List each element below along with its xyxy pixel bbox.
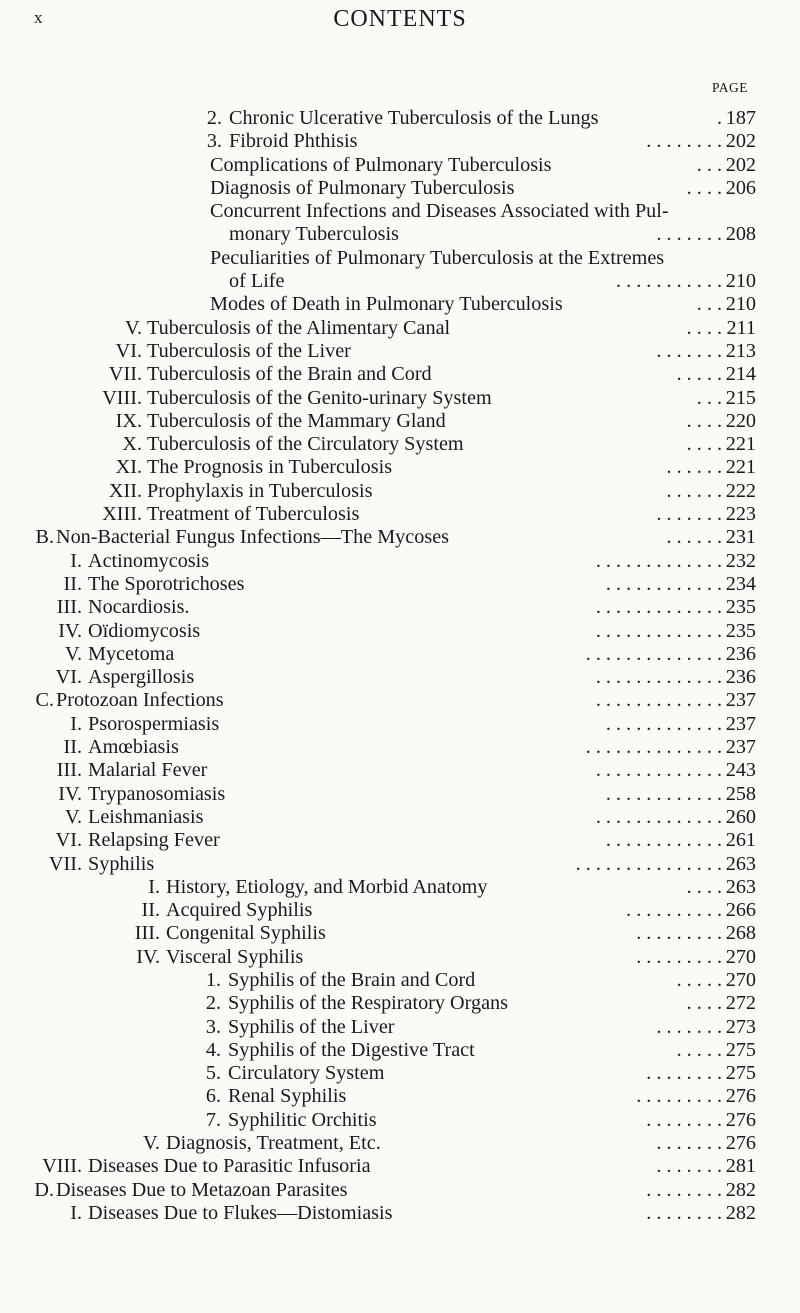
entry-title: Relapsing Fever <box>88 829 220 852</box>
entry-page: 275 <box>725 1038 756 1061</box>
toc-entry <box>0 223 800 246</box>
toc-entry <box>0 922 800 945</box>
toc-entry <box>0 433 800 456</box>
entry-number: XI. <box>115 456 142 479</box>
dot-leader: . . . . . . . . . <box>636 922 722 945</box>
entry-page: 237 <box>725 689 756 712</box>
entry-number: IX. <box>115 409 142 432</box>
dot-leader: . . . . . . . . . . <box>626 899 722 922</box>
entry-page: 281 <box>725 1155 756 1178</box>
entry-page: 270 <box>725 945 756 968</box>
toc-entry <box>0 410 800 433</box>
dot-leader: . . . . . . <box>666 456 722 479</box>
entry-title: Syphilis of the Brain and Cord <box>228 968 476 991</box>
entry-number: VI. <box>55 666 82 689</box>
entry-page: 221 <box>725 433 756 456</box>
toc-entry <box>0 1132 800 1155</box>
entry-title: Chronic Ulcerative Tuberculosis of the Lungs <box>229 107 599 129</box>
entry-title: Tuberculosis of the Mammary Gland <box>147 409 446 432</box>
entry-number: V. <box>64 805 82 828</box>
entry-number: III. <box>134 922 160 945</box>
dot-leader: . . . . . . . . <box>646 1062 722 1085</box>
toc-entry <box>0 107 800 130</box>
toc-entry <box>0 1202 800 1225</box>
entry-title: monary Tuberculosis <box>229 223 399 246</box>
toc-entry <box>0 550 800 573</box>
entry-title: Complications of Pulmonary Tuberculosis <box>210 153 552 176</box>
entry-number: I. <box>70 549 82 572</box>
entry-page: 282 <box>725 1201 756 1224</box>
entry-number: 2. <box>206 107 222 129</box>
dot-leader: . . . . . <box>676 968 722 991</box>
toc-entry <box>0 317 800 340</box>
entry-page: 213 <box>725 339 756 362</box>
entry-title: Modes of Death in Pulmonary Tuberculosis <box>210 293 563 316</box>
entry-number: 6. <box>205 1085 221 1108</box>
entry-page: 276 <box>725 1132 756 1155</box>
entry-page: 270 <box>725 968 756 991</box>
entry-title: Visceral Syphilis <box>166 945 304 968</box>
entry-number: V. <box>124 316 142 339</box>
entry-page: 235 <box>725 619 756 642</box>
entry-title: Aspergillosis <box>88 666 195 689</box>
entry-page: 276 <box>725 1108 756 1131</box>
entry-number: IV. <box>58 782 82 805</box>
entry-title: Syphilitic Orchitis <box>228 1108 377 1131</box>
dot-leader: . . . . . . . . . <box>636 1085 722 1108</box>
entry-title: The Prognosis in Tuberculosis <box>147 456 393 479</box>
entry-number: IV. <box>58 619 82 642</box>
entry-title: Peculiarities of Pulmonary Tuberculosis at the Extremes <box>210 246 665 269</box>
entry-number: V. <box>64 642 82 665</box>
entry-title: Leishmaniasis <box>88 805 204 828</box>
entry-title: Syphilis of the Digestive Tract <box>228 1038 475 1061</box>
entry-page: 236 <box>725 666 756 689</box>
dot-leader: . . . . . . . <box>656 1132 722 1155</box>
toc-entry <box>0 689 800 712</box>
entry-page: 214 <box>725 363 756 386</box>
entry-page: 215 <box>725 386 756 409</box>
entry-number: I. <box>148 875 160 898</box>
entry-title: Tuberculosis of the Circulatory System <box>147 433 464 456</box>
dot-leader: . . . . <box>686 433 722 456</box>
entry-number: C. <box>35 689 54 712</box>
dot-leader: . . . <box>696 386 722 409</box>
dot-leader: . . . . . . <box>666 479 722 502</box>
entry-number: 1. <box>205 968 221 991</box>
entry-title: Malarial Fever <box>88 759 208 782</box>
dot-leader: . . . . . . . <box>656 339 722 362</box>
entry-title: of Life <box>229 270 285 293</box>
toc-entry <box>0 713 800 736</box>
entry-title: Nocardiosis. <box>88 596 190 619</box>
toc-entry <box>0 1179 800 1202</box>
entry-title: Concurrent Infections and Diseases Associated with Pul- <box>210 200 669 223</box>
entry-page: 232 <box>725 549 756 572</box>
entry-title: Mycetoma <box>88 642 175 665</box>
entry-title: Diagnosis, Treatment, Etc. <box>166 1132 381 1155</box>
entry-title: Trypanosomiasis <box>88 782 226 805</box>
entry-title: Diseases Due to Flukes—Distomiasis <box>88 1201 393 1224</box>
entry-page: 220 <box>725 409 756 432</box>
entry-number: 7. <box>205 1108 221 1131</box>
entry-page: 231 <box>725 526 756 549</box>
entry-title: The Sporotrichoses <box>88 572 245 595</box>
table-of-contents <box>0 107 800 1225</box>
entry-page: 234 <box>725 572 756 595</box>
entry-page: 263 <box>725 852 756 875</box>
entry-title: Congenital Syphilis <box>166 922 326 945</box>
dot-leader: . . . . . . . . . . . . . <box>595 596 722 619</box>
entry-page: 243 <box>725 759 756 782</box>
entry-number: 2. <box>205 992 221 1015</box>
dot-leader: . . . . . . . . . . . . . . <box>585 736 722 759</box>
toc-entry <box>0 1109 800 1132</box>
entry-number: II. <box>141 899 160 922</box>
dot-leader: . . . . <box>686 409 722 432</box>
entry-page: 236 <box>725 642 756 665</box>
dot-leader: . . . . . . . . . . . . <box>605 782 722 805</box>
entry-number: II. <box>63 572 82 595</box>
toc-entry <box>0 526 800 549</box>
dot-leader: . <box>716 107 722 129</box>
entry-page: 208 <box>725 223 756 246</box>
toc-entry <box>0 759 800 782</box>
entry-number: XII. <box>108 479 142 502</box>
running-title: CONTENTS <box>333 6 467 32</box>
entry-number: VII. <box>48 852 82 875</box>
toc-entry <box>0 899 800 922</box>
entry-title: Tuberculosis of the Brain and Cord <box>147 363 432 386</box>
toc-entry <box>0 946 800 969</box>
entry-number: IV. <box>136 945 160 968</box>
entry-title: Tuberculosis of the Alimentary Canal <box>147 316 451 339</box>
dot-leader: . . . . . . . . . <box>636 945 722 968</box>
entry-title: Psorospermiasis <box>88 712 220 735</box>
dot-leader: . . . . <box>686 992 722 1015</box>
entry-title: Renal Syphilis <box>228 1085 347 1108</box>
entry-title: Syphilis of the Respiratory Organs <box>228 992 508 1015</box>
toc-entry <box>0 620 800 643</box>
dot-leader: . . . . . . <box>666 526 722 549</box>
toc-entry <box>0 783 800 806</box>
dot-leader: . . . <box>696 293 722 316</box>
toc-entry <box>0 736 800 759</box>
entry-page: 266 <box>725 899 756 922</box>
entry-number: I. <box>70 1201 82 1224</box>
entry-page: 237 <box>725 736 756 759</box>
entry-number: 5. <box>205 1062 221 1085</box>
dot-leader: . . . . <box>686 316 722 339</box>
toc-entry <box>0 666 800 689</box>
entry-page: 235 <box>725 596 756 619</box>
entry-page: 273 <box>725 1015 756 1038</box>
entry-page: 263 <box>725 875 756 898</box>
entry-number: VIII. <box>42 1155 82 1178</box>
entry-title: Diseases Due to Parasitic Infusoria <box>88 1155 371 1178</box>
dot-leader: . . . . . . . . . . . . . <box>595 759 722 782</box>
dot-leader: . . . . . . . <box>656 1155 722 1178</box>
dot-leader: . . . . <box>686 875 722 898</box>
entry-page: 211 <box>726 316 756 339</box>
page-column-label: PAGE <box>711 80 748 95</box>
dot-leader: . . . . . <box>676 1038 722 1061</box>
dot-leader: . . . . . . . . . . . . <box>605 572 722 595</box>
toc-entry <box>0 992 800 1015</box>
toc-entry <box>0 503 800 526</box>
dot-leader: . . . . <box>686 176 722 199</box>
toc-entry <box>0 177 800 200</box>
entry-page: 202 <box>725 130 756 153</box>
entry-page: 210 <box>725 270 756 293</box>
toc-entry <box>0 876 800 899</box>
entry-page: 223 <box>725 503 756 526</box>
toc-entry <box>0 363 800 386</box>
toc-entry <box>0 643 800 666</box>
toc-entry <box>0 270 800 293</box>
entry-title: Treatment of Tuberculosis <box>147 503 360 526</box>
dot-leader: . . . . . . . . . . . . <box>605 829 722 852</box>
entry-page: 260 <box>725 805 756 828</box>
entry-page: 210 <box>725 293 756 316</box>
entry-number: V. <box>142 1132 160 1155</box>
entry-title: Tuberculosis of the Liver <box>147 339 351 362</box>
page-number: x <box>34 8 43 27</box>
toc-entry <box>0 829 800 852</box>
entry-number: 3. <box>205 1015 221 1038</box>
entry-number: VII. <box>108 363 142 386</box>
entry-number: III. <box>56 759 82 782</box>
dot-leader: . . . . . . . . . . . . . <box>595 549 722 572</box>
toc-entry <box>0 154 800 177</box>
entry-number: X. <box>122 433 142 456</box>
dot-leader: . . . . . . . . . . . . . . <box>585 642 722 665</box>
dot-leader: . . . . . . . <box>656 223 722 246</box>
toc-entry <box>0 853 800 876</box>
dot-leader: . . . . . . . . <box>646 1201 722 1224</box>
entry-number: 3. <box>206 130 222 153</box>
dot-leader: . . . . . . . . . . . . . <box>595 805 722 828</box>
entry-page: 258 <box>725 782 756 805</box>
entry-title: Acquired Syphilis <box>166 899 313 922</box>
entry-page: 276 <box>725 1085 756 1108</box>
dot-leader: . . . . . . . . <box>646 1178 722 1201</box>
entry-number: II. <box>63 736 82 759</box>
entry-page: 268 <box>725 922 756 945</box>
entry-number: XIII. <box>102 503 142 526</box>
toc-entry <box>0 247 800 270</box>
entry-title: History, Etiology, and Morbid Anatomy <box>166 875 488 898</box>
entry-page: 282 <box>725 1178 756 1201</box>
toc-entry <box>0 596 800 619</box>
toc-entry <box>0 200 800 223</box>
toc-entry <box>0 340 800 363</box>
entry-title: Prophylaxis in Tuberculosis <box>147 479 373 502</box>
dot-leader: . . . . . . . . . . . . . <box>595 689 722 712</box>
dot-leader: . . . . . . . . . . . . . <box>595 619 722 642</box>
entry-title: Amœbiasis <box>88 736 179 759</box>
entry-title: Syphilis of the Liver <box>228 1015 395 1038</box>
dot-leader: . . . . . . . <box>656 503 722 526</box>
dot-leader: . . . . . . . . . . . . <box>605 712 722 735</box>
entry-page: 202 <box>725 153 756 176</box>
entry-title: Oïdiomycosis <box>88 619 201 642</box>
entry-number: I. <box>70 712 82 735</box>
entry-page: 272 <box>725 992 756 1015</box>
dot-leader: . . . . . . . . <box>646 1108 722 1131</box>
entry-title: Protozoan Infections <box>56 689 224 712</box>
toc-entry <box>0 456 800 479</box>
dot-leader: . . . . . . . . . . . . . <box>595 666 722 689</box>
entry-title: Non-Bacterial Fungus Infections—The Mycoses <box>56 526 450 549</box>
entry-page: 222 <box>725 479 756 502</box>
toc-entry <box>0 293 800 316</box>
toc-entry <box>0 130 800 153</box>
entry-title: Circulatory System <box>228 1062 385 1085</box>
entry-number: III. <box>56 596 82 619</box>
dot-leader: . . . . . . . . <box>646 130 722 153</box>
toc-entry <box>0 1155 800 1178</box>
dot-leader: . . . . . . . . . . . <box>616 270 722 293</box>
entry-title: Actinomycosis <box>88 549 210 572</box>
entry-page: 275 <box>725 1062 756 1085</box>
entry-number: VIII. <box>102 386 142 409</box>
entry-title: Diagnosis of Pulmonary Tuberculosis <box>210 176 515 199</box>
entry-title: Fibroid Phthisis <box>229 130 358 153</box>
dot-leader: . . . . . <box>676 363 722 386</box>
entry-page: 187 <box>725 107 756 129</box>
dot-leader: . . . <box>696 153 722 176</box>
dot-leader: . . . . . . . . . . . . . . . <box>575 852 722 875</box>
entry-page: 221 <box>725 456 756 479</box>
toc-entry <box>0 573 800 596</box>
toc-entry <box>0 480 800 503</box>
entry-number: VI. <box>55 829 82 852</box>
entry-title: Tuberculosis of the Genito-urinary System <box>147 386 492 409</box>
toc-entry <box>0 1016 800 1039</box>
toc-entry <box>0 1039 800 1062</box>
entry-number: 4. <box>205 1038 221 1061</box>
dot-leader: . . . . . . . <box>656 1015 722 1038</box>
entry-number: VI. <box>115 339 142 362</box>
entry-page: 206 <box>725 176 756 199</box>
entry-title: Diseases Due to Metazoan Parasites <box>56 1178 348 1201</box>
entry-number: B. <box>35 526 54 549</box>
toc-entry <box>0 387 800 410</box>
entry-page: 261 <box>725 829 756 852</box>
entry-page: 237 <box>725 712 756 735</box>
toc-entry <box>0 1085 800 1108</box>
toc-entry <box>0 806 800 829</box>
entry-title: Syphilis <box>88 852 155 875</box>
entry-number: D. <box>34 1178 54 1201</box>
toc-entry <box>0 1062 800 1085</box>
toc-entry <box>0 969 800 992</box>
